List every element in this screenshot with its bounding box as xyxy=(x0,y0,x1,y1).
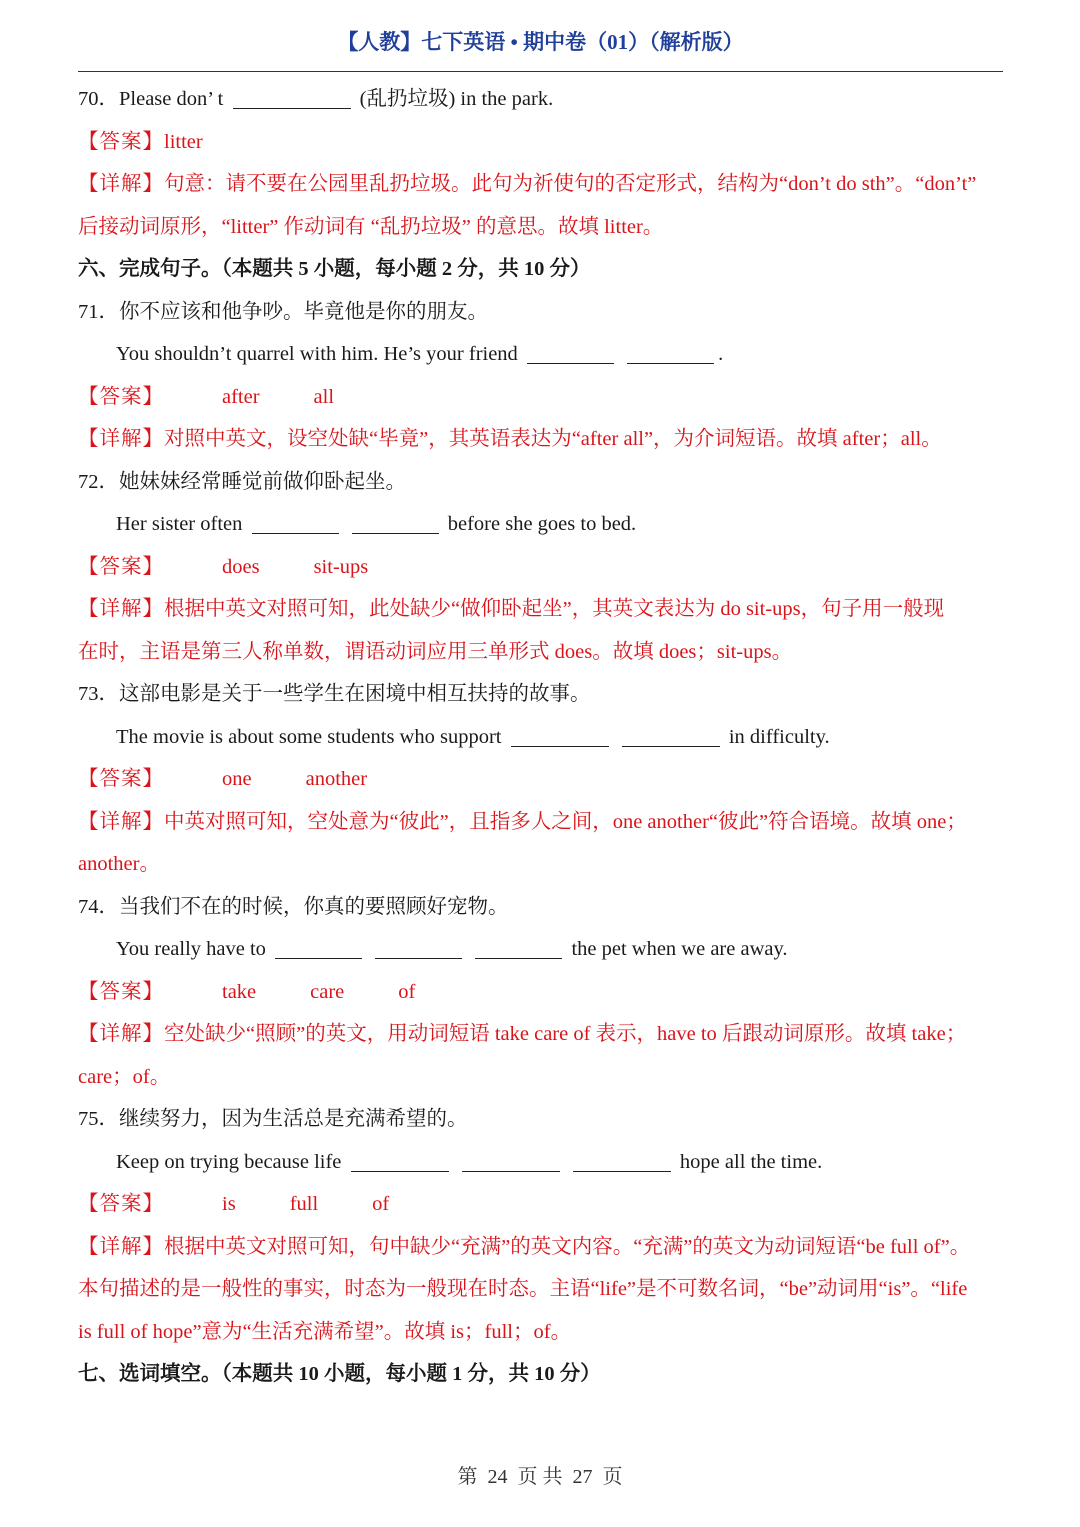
page-content xyxy=(78,78,1008,1396)
q70-detail-text-1: 句意：请不要在公园里乱扔垃圾。此句为祈使句的否定形式，结构为“don’t do sth”。“don’t” xyxy=(164,173,977,195)
q71-chinese: 71．你不应该和他争吵。毕竟他是你的朋友。 xyxy=(78,300,488,323)
q71-text-after: . xyxy=(718,343,724,365)
q75-detail-line-1 xyxy=(78,1226,1008,1269)
q75-answer-word-2: full xyxy=(289,1193,319,1215)
q72-detail-line-2: 在时，主语是第三人称单数，谓语动词应用三单形式 does。故填 does；sit-ups。 xyxy=(78,640,793,663)
q74-blank-3 xyxy=(475,934,562,959)
q75-chinese: 75．继续努力，因为生活总是充满希望的。 xyxy=(78,1108,468,1130)
q73-answer-word-2: another xyxy=(305,768,368,790)
q71-answer-word-1: after xyxy=(222,385,260,408)
document-header-title: 【人教】七下英语 • 期中卷（01）（解析版） xyxy=(337,30,744,54)
q75-detail-line-2: 本句描述的是一般性的事实，时态为一般现在时态。主语“life”是不可数名词，“be”动词用“is”。“life xyxy=(78,1278,968,1300)
q71-answer xyxy=(78,376,1008,419)
q73-text-after: in difficulty. xyxy=(728,725,830,748)
detail-tag: 【详解】 xyxy=(78,1235,164,1258)
q75-blank-3 xyxy=(573,1147,671,1172)
q72-detail-line-1 xyxy=(78,588,1008,631)
q73-english xyxy=(78,716,1008,759)
q75-answer xyxy=(78,1183,1008,1226)
footer-label-end: 页 xyxy=(602,1466,623,1488)
answer-tag: 【答案】 xyxy=(78,980,164,1003)
q74-chinese: 74．当我们不在的时候，你真的要照顾好宠物。 xyxy=(78,895,509,918)
q71-answer-word-2: all xyxy=(313,385,335,408)
q72-answer-word-1: does xyxy=(222,555,260,578)
q71-detail-text: 对照中英文，设空处缺“毕竟”，其英语表达为“after all”，为介词短语。故填 after；all。 xyxy=(164,428,942,450)
q72-blank-2 xyxy=(352,509,439,534)
q72-text-before: Her sister often xyxy=(116,513,243,535)
q72-blank-1 xyxy=(252,509,339,534)
answer-tag: 【答案】 xyxy=(78,1193,164,1215)
footer-page-number: 24 xyxy=(487,1466,508,1488)
q74-blank-1 xyxy=(275,934,362,959)
q73-answer-word-1: one xyxy=(222,768,252,790)
footer-total-pages: 27 xyxy=(572,1466,593,1488)
q70-answer xyxy=(78,121,1008,164)
q73-detail-line-1 xyxy=(78,801,1008,844)
q70-text-after: (乱扔垃圾) in the park. xyxy=(359,88,554,110)
q70-answer-word: litter xyxy=(164,130,203,153)
q70-blank xyxy=(233,84,351,109)
detail-tag: 【详解】 xyxy=(78,598,164,620)
q73-blank-2 xyxy=(622,722,720,747)
q72-answer xyxy=(78,546,1008,589)
q72-chinese: 72．她妹妹经常睡觉前做仰卧起坐。 xyxy=(78,470,406,493)
q72-answer-word-2: sit-ups xyxy=(313,555,369,578)
q75-detail-text-1: 根据中英文对照可知，句中缺少“充满”的英文内容。“充满”的英文为动词短语“be full of”。 xyxy=(164,1235,971,1258)
answer-tag: 【答案】 xyxy=(78,555,164,578)
q73-answer xyxy=(78,758,1008,801)
q74-blank-2 xyxy=(375,934,462,959)
q74-answer-word-3: of xyxy=(398,980,416,1003)
detail-tag: 【详解】 xyxy=(78,173,164,195)
q71-detail xyxy=(78,418,1008,461)
q72-text-after: before she goes to bed. xyxy=(447,513,637,535)
footer-label-page: 第 xyxy=(457,1466,478,1488)
q75-detail-line-3: is full of hope”意为“生活充满希望”。故填 is；full；of。 xyxy=(78,1320,572,1343)
answer-tag: 【答案】 xyxy=(78,385,164,408)
question-70 xyxy=(78,78,1008,121)
q74-english xyxy=(78,928,1008,971)
detail-tag: 【详解】 xyxy=(78,1023,164,1045)
q74-detail-text-1: 空处缺少“照顾”的英文，用动词短语 take care of 表示，have to 后跟动词原形。故填 take； xyxy=(164,1023,967,1045)
q71-english xyxy=(78,333,1008,376)
q75-blank-2 xyxy=(462,1147,560,1172)
q74-answer-word-2: care xyxy=(310,980,345,1003)
q75-text-after: hope all the time. xyxy=(679,1150,823,1173)
answer-tag: 【答案】 xyxy=(78,130,164,153)
header-divider xyxy=(78,71,1003,72)
section-7-title: 七、选词填空。（本题共 10 小题，每小题 1 分，共 10 分） xyxy=(78,1363,601,1385)
section-6-title: 六、完成句子。（本题共 5 小题，每小题 2 分，共 10 分） xyxy=(78,258,591,280)
q74-answer xyxy=(78,971,1008,1014)
q74-answer-word-1: take xyxy=(222,980,257,1003)
footer-label-mid: 页 共 xyxy=(517,1466,563,1488)
q74-text-before: You really have to xyxy=(116,938,266,960)
q74-detail-line-1 xyxy=(78,1013,1008,1056)
page-footer xyxy=(0,1460,1080,1489)
q71-blank-2 xyxy=(627,339,714,364)
detail-tag: 【详解】 xyxy=(78,428,164,450)
q73-detail-line-2: another。 xyxy=(78,853,160,875)
q75-english xyxy=(78,1141,1008,1184)
q73-chinese: 73．这部电影是关于一些学生在困境中相互扶持的故事。 xyxy=(78,683,591,705)
q73-detail-text-1: 中英对照可知，空处意为“彼此”，且指多人之间，one another“彼此”符合语境。故填 one； xyxy=(164,810,967,833)
q72-detail-text-1: 根据中英文对照可知，此处缺少“做仰卧起坐”，其英文表达为 do sit-ups，句子用一般现 xyxy=(164,598,945,620)
q71-text-before: You shouldn’t quarrel with him. He’s your friend xyxy=(116,343,518,365)
q71-blank-1 xyxy=(527,339,614,364)
q70-detail-line-1 xyxy=(78,163,1008,206)
q73-text-before: The movie is about some students who support xyxy=(116,725,502,748)
q75-answer-word-1: is xyxy=(222,1193,236,1215)
answer-tag: 【答案】 xyxy=(78,768,164,790)
q73-blank-1 xyxy=(511,722,609,747)
q75-text-before: Keep on trying because life xyxy=(116,1150,342,1173)
q70-text-before: 70．Please don’ t xyxy=(78,88,224,110)
q70-detail-line-2: 后接动词原形，“litter” 作动词有 “乱扔垃圾” 的意思。故填 litter。 xyxy=(78,215,664,238)
q75-blank-1 xyxy=(351,1147,449,1172)
q72-english xyxy=(78,503,1008,546)
detail-tag: 【详解】 xyxy=(78,810,164,833)
q74-detail-line-2: care；of。 xyxy=(78,1065,171,1088)
q75-answer-word-3: of xyxy=(372,1193,390,1215)
q74-text-after: the pet when we are away. xyxy=(571,938,788,960)
